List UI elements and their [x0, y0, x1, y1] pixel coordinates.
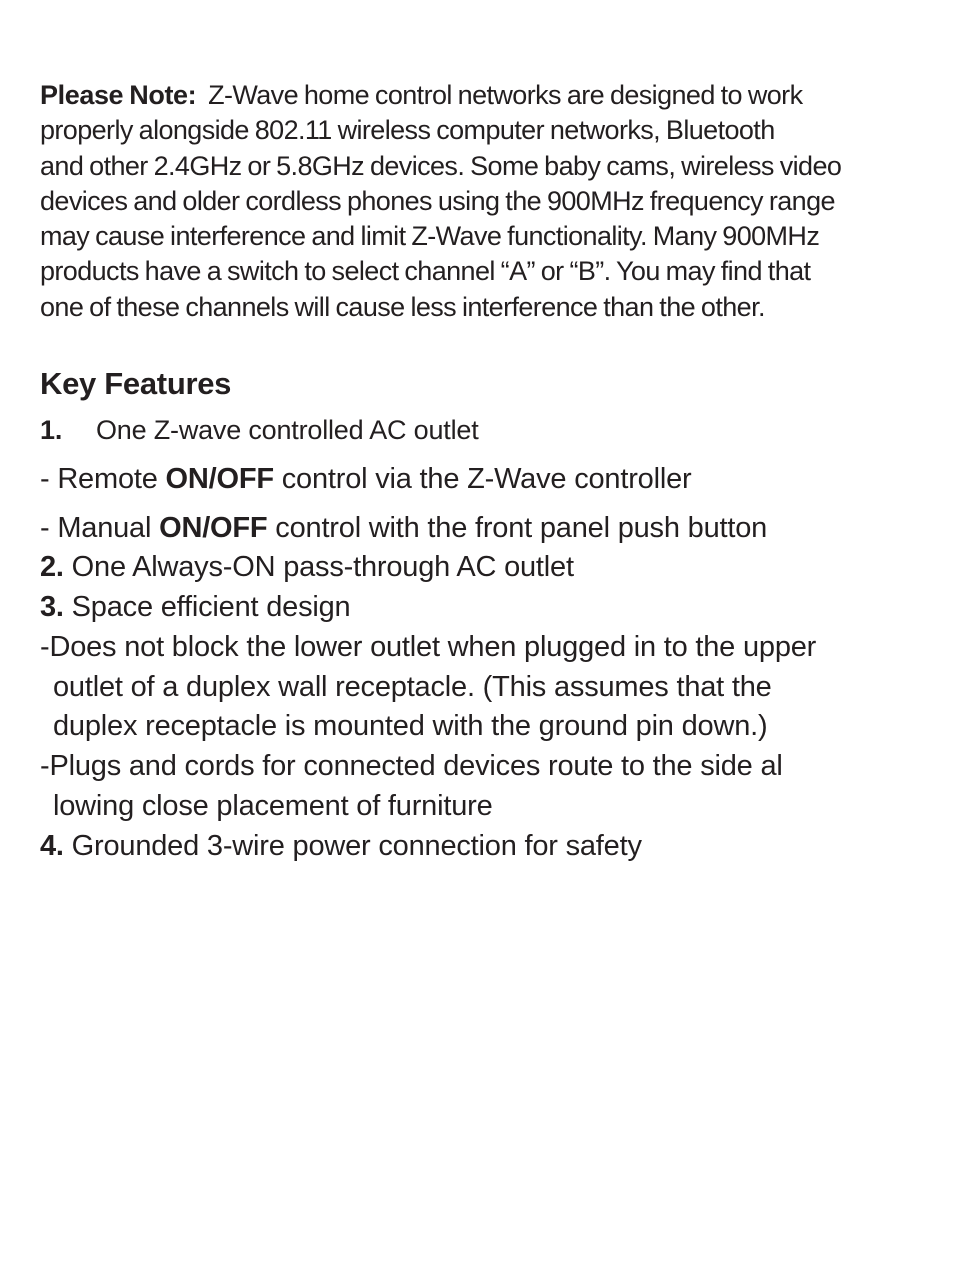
plugs-cords-line-2: lowing close placement of furniture	[53, 790, 493, 822]
note-line: properly alongside 802.11 wireless computer networks, Bluetooth	[40, 115, 775, 146]
remote-control-line: - Remote ON/OFF control via the Z-Wave controller	[40, 463, 692, 495]
feature-text: One Always-ON pass-through AC outlet	[63, 551, 574, 583]
feature-item-1	[40, 410, 479, 450]
note-line: may cause interference and limit Z-Wave functionality. Many 900MHz	[40, 221, 820, 252]
note-line: and other 2.4GHz or 5.8GHz devices. Some baby cams, wireless video	[40, 150, 842, 181]
feature-item-2	[40, 547, 574, 587]
feature-number: 1.	[40, 415, 63, 445]
on-off-label: ON/OFF	[165, 463, 274, 495]
note-line: Please Note: Z-Wave home control networks are designed to work	[40, 80, 803, 110]
feature-item-4	[40, 826, 642, 866]
please-note-paragraph	[40, 78, 920, 325]
key-features-heading: Key Features	[40, 366, 232, 401]
feature-text: Grounded 3-wire power connection for safety	[63, 830, 642, 862]
no-block-line-3: duplex receptacle is mounted with the ground pin down.)	[53, 710, 768, 742]
feature-item-3	[40, 587, 350, 627]
on-off-label: ON/OFF	[159, 512, 268, 544]
feature-text: Space efficient design	[63, 591, 351, 623]
note-label: Please Note:	[40, 80, 197, 110]
note-line: devices and older cordless phones using the 900MHz frequency range	[40, 185, 835, 216]
feature-text: One Z-wave controlled AC outlet	[96, 415, 479, 445]
feature-number: 4.	[40, 830, 64, 862]
manual-control-line: - Manual ON/OFF control with the front panel push button	[40, 512, 768, 544]
feature-number: 3.	[40, 591, 64, 623]
no-block-line-2: outlet of a duplex wall receptacle. (This assumes that the	[53, 671, 772, 703]
note-line: products have a switch to select channel “A” or “B”. You may find that	[40, 256, 811, 287]
note-line: one of these channels will cause less interference than the other.	[40, 291, 765, 322]
no-block-line-1: -Does not block the lower outlet when plugged in to the upper	[40, 631, 817, 663]
feature-number: 2.	[40, 551, 64, 583]
plugs-cords-line-1: -Plugs and cords for connected devices route to the side al	[40, 750, 783, 782]
